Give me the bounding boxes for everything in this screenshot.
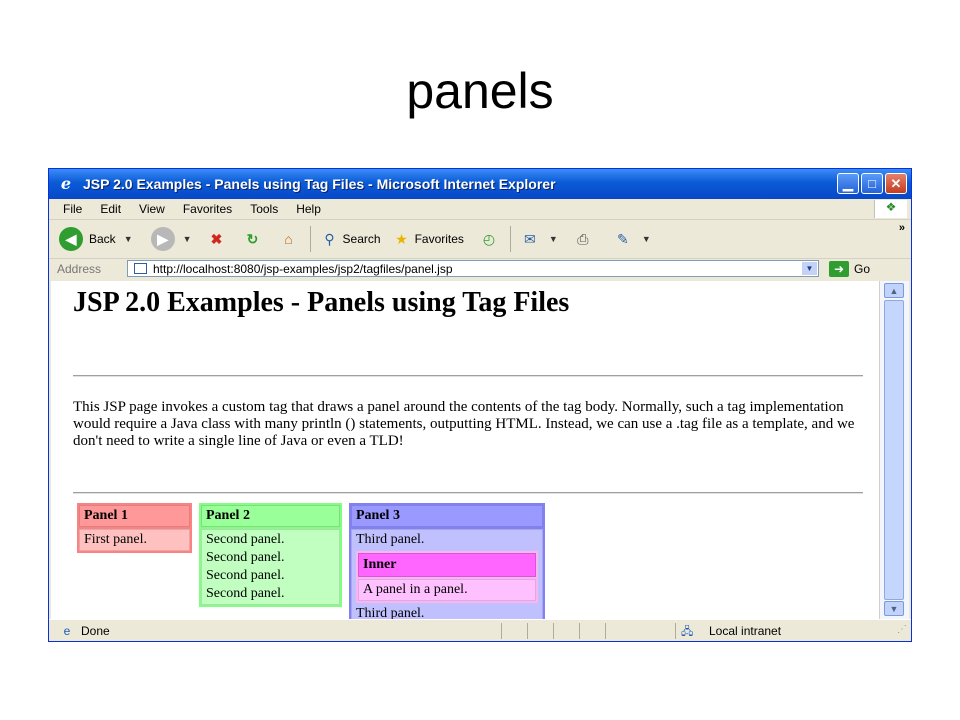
page-icon bbox=[134, 263, 147, 274]
back-arrow-icon[interactable]: ◀ bbox=[59, 227, 83, 251]
panel-line: Second panel. bbox=[206, 568, 285, 583]
status-divider bbox=[605, 623, 606, 639]
menu-file[interactable]: File bbox=[63, 202, 83, 216]
page-description: This JSP page invokes a custom tag that draws a panel around the contents of the tag body. Normally, such a tag implementation would require a Java class with many println () statements, outputting HTML. Instead, we can use a .tag file as a template, and we don't need to write a single line of Java or even a TLD! bbox=[73, 399, 855, 449]
toolbar bbox=[49, 220, 911, 259]
history-icon[interactable]: ◴ bbox=[482, 231, 496, 247]
address-bar bbox=[49, 258, 911, 280]
address-input[interactable] bbox=[127, 260, 819, 277]
panel-body bbox=[79, 529, 190, 551]
status-divider bbox=[501, 623, 502, 639]
search-button[interactable]: Search bbox=[342, 232, 381, 246]
status-text: Done bbox=[81, 624, 110, 638]
close-button[interactable]: ✕ bbox=[885, 173, 907, 194]
edit-dropdown-icon[interactable]: ▼ bbox=[641, 234, 651, 244]
panel-title: Panel 1 bbox=[79, 505, 190, 527]
page-content bbox=[51, 281, 879, 619]
panel-line: A panel in a panel. bbox=[363, 582, 468, 597]
stop-icon[interactable]: ✖ bbox=[210, 231, 223, 247]
windows-logo-icon: ❖ bbox=[874, 200, 907, 218]
mail-icon[interactable]: ✉ bbox=[524, 231, 536, 247]
panel-line: First panel. bbox=[84, 532, 147, 547]
status-divider bbox=[553, 623, 554, 639]
status-divider bbox=[675, 623, 676, 639]
favorites-star-icon[interactable]: ★ bbox=[395, 231, 408, 247]
scroll-down-icon[interactable]: ▼ bbox=[884, 601, 904, 616]
panel-line: Third panel. bbox=[356, 532, 425, 547]
home-icon[interactable]: ⌂ bbox=[284, 231, 293, 247]
panel-1 bbox=[77, 503, 192, 553]
menu-edit[interactable]: Edit bbox=[100, 202, 122, 216]
toolbar-separator bbox=[510, 226, 511, 252]
panel-line: Second panel. bbox=[206, 532, 285, 547]
panel-body bbox=[351, 529, 543, 619]
inner-panel bbox=[356, 551, 538, 603]
favorites-button[interactable]: Favorites bbox=[414, 232, 464, 246]
panel-line: Third panel. bbox=[356, 606, 425, 619]
panel-line: Second panel. bbox=[206, 586, 285, 601]
minimize-button[interactable]: ▁ bbox=[837, 173, 859, 194]
panel-body bbox=[358, 579, 536, 601]
zone-text: Local intranet bbox=[709, 624, 782, 638]
go-button[interactable]: Go bbox=[854, 262, 871, 276]
back-button[interactable]: Back bbox=[89, 232, 116, 246]
window-title: JSP 2.0 Examples - Panels using Tag Files - Microsoft Internet Explorer bbox=[83, 176, 556, 192]
menu-tools[interactable]: Tools bbox=[250, 202, 279, 216]
divider bbox=[73, 492, 863, 494]
panel-line: Second panel. bbox=[206, 550, 285, 565]
vertical-scrollbar[interactable] bbox=[879, 281, 909, 619]
go-arrow-icon[interactable]: ➜ bbox=[829, 261, 849, 277]
address-label: Address bbox=[57, 262, 102, 276]
toolbar-more-icon[interactable]: » bbox=[898, 222, 905, 234]
scroll-thumb[interactable] bbox=[884, 300, 904, 600]
slide-title: panels bbox=[406, 63, 554, 119]
back-dropdown-icon[interactable]: ▼ bbox=[123, 234, 133, 244]
menu-view[interactable]: View bbox=[139, 202, 165, 216]
page-heading: JSP 2.0 Examples - Panels using Tag Files bbox=[73, 287, 570, 318]
panel-title: Inner bbox=[358, 553, 536, 577]
panel-body bbox=[201, 529, 340, 605]
print-icon[interactable]: ⎙ bbox=[577, 231, 589, 247]
status-divider bbox=[579, 623, 580, 639]
search-icon[interactable]: ⚲ bbox=[324, 231, 335, 247]
address-dropdown-icon[interactable]: ▼ bbox=[802, 262, 817, 275]
refresh-icon[interactable]: ↻ bbox=[246, 231, 259, 247]
menu-bar bbox=[49, 199, 911, 220]
forward-arrow-icon[interactable]: ▶ bbox=[151, 227, 175, 251]
panel-title: Panel 3 bbox=[351, 505, 543, 527]
panel-title: Panel 2 bbox=[201, 505, 340, 527]
resize-grip-icon[interactable]: ⋰ bbox=[897, 624, 907, 635]
edit-icon[interactable]: ✎ bbox=[616, 231, 629, 247]
page-done-icon: e bbox=[63, 624, 71, 638]
toolbar-separator bbox=[310, 226, 311, 252]
ie-window bbox=[48, 168, 912, 642]
status-divider bbox=[527, 623, 528, 639]
intranet-icon: 🖧 bbox=[681, 626, 694, 638]
ie-logo-icon: e bbox=[60, 174, 72, 193]
menu-favorites[interactable]: Favorites bbox=[182, 202, 233, 216]
title-bar[interactable] bbox=[49, 169, 911, 199]
maximize-button[interactable]: □ bbox=[861, 173, 883, 194]
forward-dropdown-icon[interactable]: ▼ bbox=[182, 234, 192, 244]
address-url[interactable]: http://localhost:8080/jsp-examples/jsp2/tagfiles/panel.jsp bbox=[153, 261, 453, 276]
divider bbox=[73, 375, 863, 377]
status-bar bbox=[49, 619, 911, 642]
mail-dropdown-icon[interactable]: ▼ bbox=[548, 234, 558, 244]
panel-3 bbox=[349, 503, 545, 619]
scroll-up-icon[interactable]: ▲ bbox=[884, 283, 904, 298]
menu-help[interactable]: Help bbox=[296, 202, 321, 216]
panel-2 bbox=[199, 503, 342, 607]
